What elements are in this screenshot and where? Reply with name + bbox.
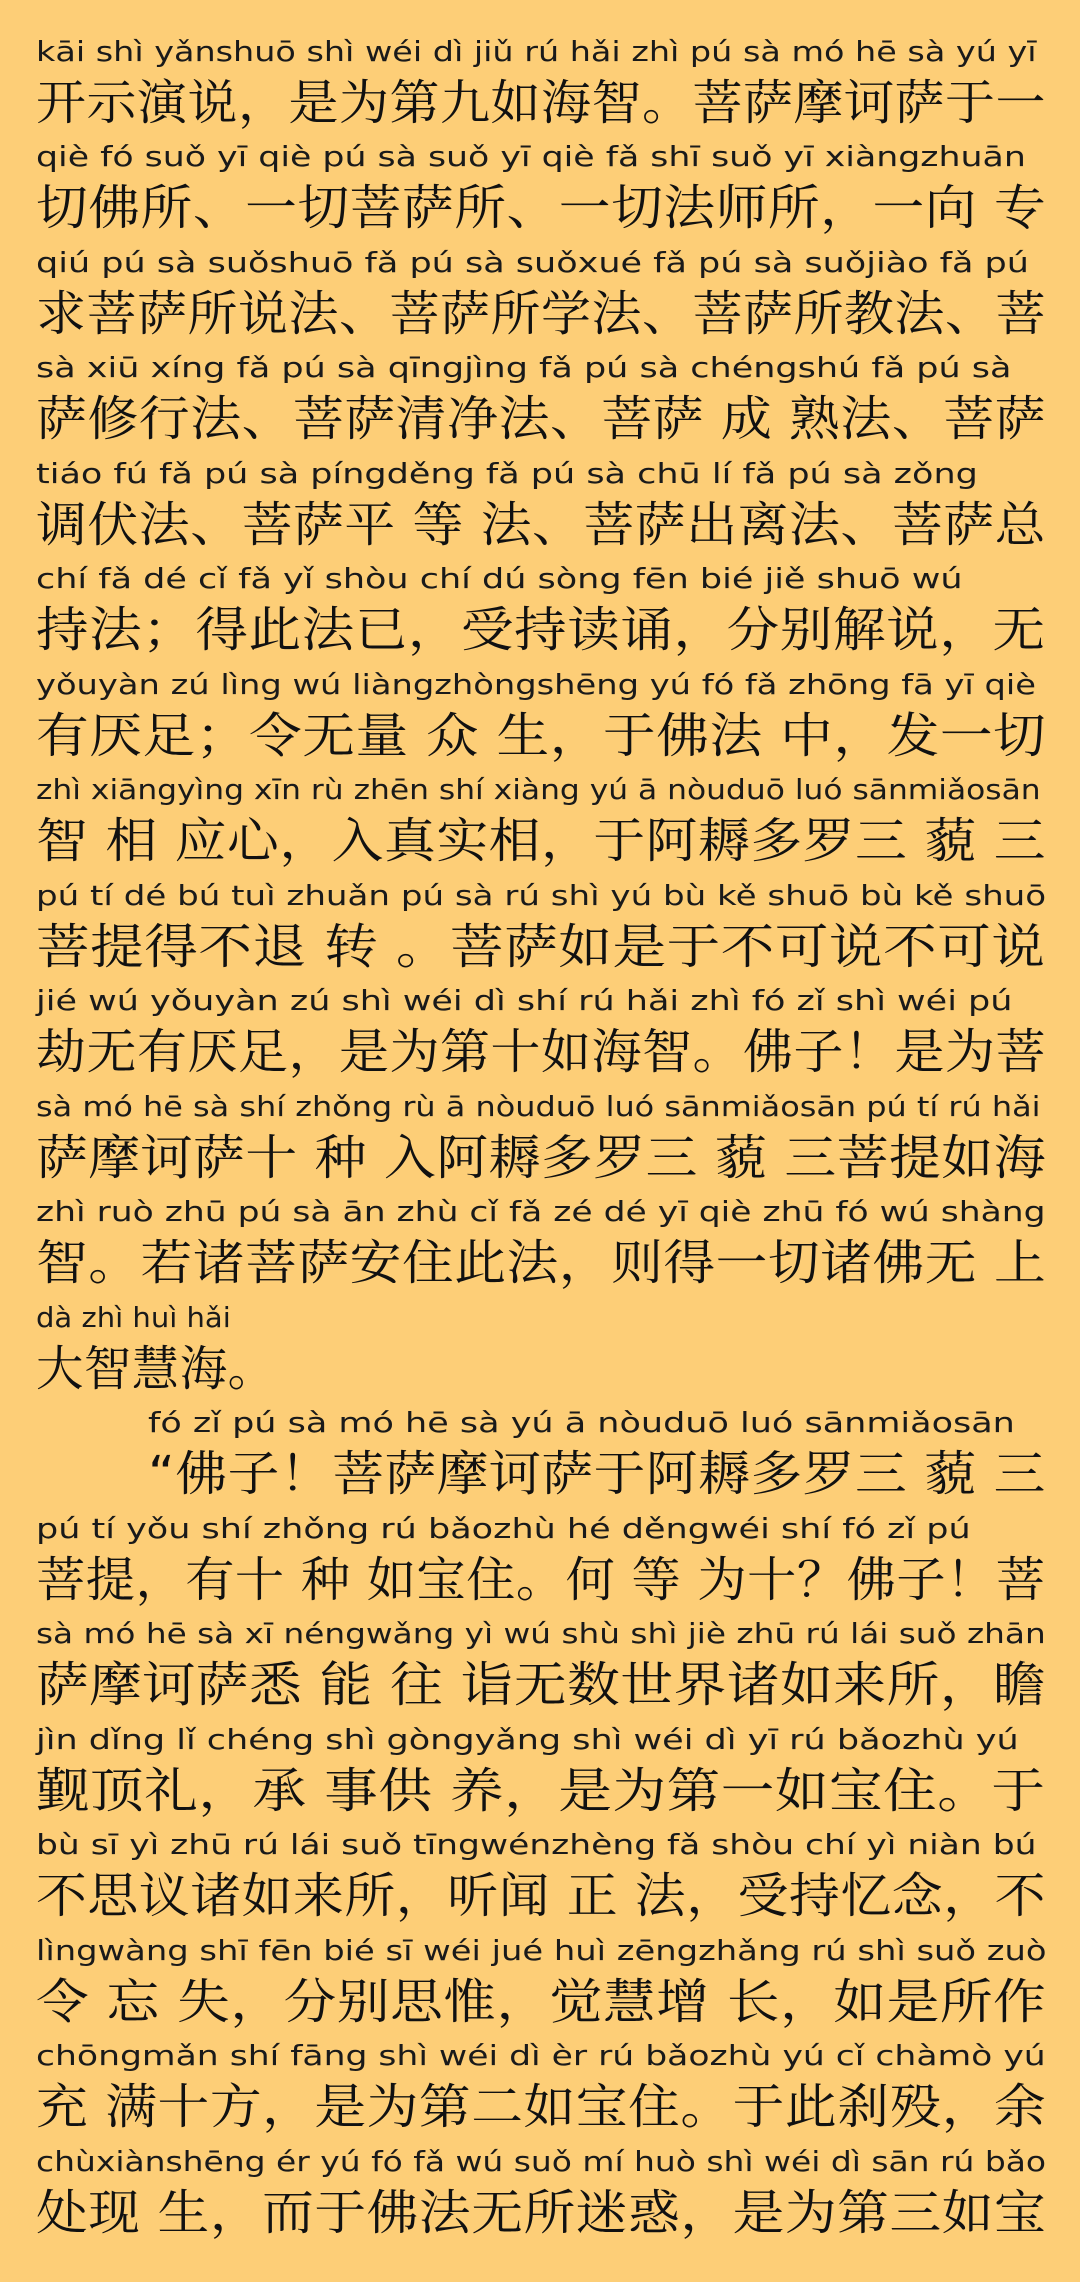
pinyin-annotation: bù sī yì zhū rú lái suǒ tīngwénzhèng fǎ shòu chí yì niàn bú bbox=[36, 1828, 1037, 1861]
pinyin-annotation: yǒuyàn zú lìng wú liàngzhòngshēng yú fó fǎ zhōng fā yī qiè bbox=[36, 668, 1036, 701]
pinyin-annotation: pú tí yǒu shí zhǒng rú bǎozhù hé děngwéi shí fó zǐ pú bbox=[36, 1512, 971, 1545]
chinese-text: 智。若诸菩萨安住此法，则得一切诸佛无 上 bbox=[36, 1235, 1047, 1291]
pinyin-annotation: zhì xiāngyìng xīn rù zhēn shí xiàng yú ā nòuduō luó sānmiǎosān bbox=[36, 773, 1041, 806]
chinese-text: 菩提得不退 转 。菩萨如是于不可说不可说 bbox=[36, 919, 1046, 975]
chinese-text: 萨修行法、菩萨清净法、菩萨 成 熟法、菩萨 bbox=[36, 391, 1047, 447]
text-line bbox=[36, 1827, 1046, 1932]
pinyin-annotation: dà zhì huì hǎi bbox=[36, 1301, 231, 1334]
pinyin-annotation: sà mó hē sà xī néngwǎng yì wú shù shì jiè zhū rú lái suǒ zhān bbox=[36, 1617, 1046, 1650]
text-line bbox=[36, 245, 1046, 350]
text-line bbox=[36, 456, 1046, 561]
chinese-text: 充 满十方，是为第二如宝住。于此刹殁，余 bbox=[36, 2079, 1047, 2135]
chinese-text: 切佛所、一切菩萨所、一切法师所，一向 专 bbox=[36, 180, 1047, 236]
chinese-text: 处现 生，而于佛法无所迷惑，是为第三如宝 bbox=[36, 2185, 1047, 2241]
chinese-text: 调伏法、菩萨平 等 法、菩萨出离法、菩萨总 bbox=[36, 497, 1047, 553]
text-line bbox=[148, 1405, 1046, 1510]
pinyin-annotation: jìn dǐng lǐ chéng shì gòngyǎng shì wéi dì yī rú bǎozhù yú bbox=[36, 1723, 1019, 1756]
pinyin-annotation: sà xiū xíng fǎ pú sà qīngjìng fǎ pú sà chéngshú fǎ pú sà bbox=[36, 351, 1012, 384]
chinese-text: 萨摩诃萨十 种 入阿耨多罗三 藐 三菩提如海 bbox=[36, 1130, 1047, 1186]
text-line bbox=[36, 983, 1046, 1088]
chinese-text: “佛子！菩萨摩诃萨于阿耨多罗三 藐 三 bbox=[148, 1446, 1046, 1502]
text-line bbox=[36, 2144, 1046, 2249]
pinyin-annotation: qiè fó suǒ yī qiè pú sà suǒ yī qiè fǎ shī suǒ yī xiàngzhuān bbox=[36, 140, 1026, 173]
chinese-text: 大智慧海。 bbox=[36, 1341, 276, 1397]
pinyin-annotation: zhì ruò zhū pú sà ān zhù cǐ fǎ zé dé yī qiè zhū fó wú shàng bbox=[36, 1195, 1046, 1228]
chinese-text: 不思议诸如来所，听闻 正 法，受持忆念，不 bbox=[36, 1868, 1047, 1924]
chinese-text: 萨摩诃萨悉 能 往 诣无数世界诸如来所，瞻 bbox=[36, 1657, 1047, 1713]
chinese-text: 觐顶礼，承 事供 养，是为第一如宝住。于 bbox=[36, 1763, 1046, 1819]
text-line bbox=[36, 878, 1046, 983]
text-line bbox=[36, 772, 1046, 877]
text-line bbox=[36, 139, 1046, 244]
text-line bbox=[36, 1511, 1046, 1616]
chinese-text: 有厌足；令无量 众 生，于佛法 中，发一切 bbox=[36, 708, 1047, 764]
pinyin-annotation: tiáo fú fǎ pú sà píngděng fǎ pú sà chū lí fǎ pú sà zǒng bbox=[36, 457, 978, 490]
chinese-text: 菩提，有十 种 如宝住。何 等 为十？佛子！菩 bbox=[36, 1552, 1046, 1608]
pinyin-annotation: pú tí dé bú tuì zhuǎn pú sà rú shì yú bù kě shuō bù kě shuō bbox=[36, 879, 1047, 912]
pinyin-annotation: sà mó hē sà shí zhǒng rù ā nòuduō luó sānmiǎosān pú tí rú hǎi bbox=[36, 1090, 1041, 1123]
chinese-text: 劫无有厌足，是为第十如海智。佛子！是为菩 bbox=[36, 1024, 1047, 1080]
text-line bbox=[36, 34, 1046, 139]
pinyin-annotation: chí fǎ dé cǐ fǎ yǐ shòu chí dú sòng fēn bié jiě shuō wú bbox=[36, 562, 963, 595]
pinyin-annotation: kāi shì yǎnshuō shì wéi dì jiǔ rú hǎi zhì pú sà mó hē sà yú yī bbox=[36, 35, 1037, 68]
chinese-text: 智 相 应心，入真实相，于阿耨多罗三 藐 三 bbox=[36, 813, 1047, 869]
chinese-text: 开示演说，是为第九如海智。菩萨摩诃萨于一 bbox=[36, 75, 1047, 131]
pinyin-annotation: lìngwàng shī fēn bié sī wéi jué huì zēngzhǎng rú shì suǒ zuò bbox=[36, 1934, 1047, 1967]
text-line bbox=[36, 350, 1046, 455]
text-line bbox=[36, 1722, 1046, 1827]
text-line bbox=[36, 1300, 1046, 1405]
text-line bbox=[36, 2038, 1046, 2143]
chinese-text: 持法；得此法已，受持读诵，分别解说，无 bbox=[36, 602, 1046, 658]
chinese-text: 求菩萨所说法、菩萨所学法、菩萨所教法、菩 bbox=[36, 286, 1047, 342]
text-line bbox=[36, 561, 1046, 666]
text-line bbox=[36, 667, 1046, 772]
pinyin-annotation: fó zǐ pú sà mó hē sà yú ā nòuduō luó sānmiǎosān bbox=[148, 1406, 1015, 1439]
text-line bbox=[36, 1194, 1046, 1299]
pinyin-annotation: jié wú yǒuyàn zú shì wéi dì shí rú hǎi zhì fó zǐ shì wéi pú bbox=[36, 984, 1013, 1017]
chinese-text: 令 忘 失，分别思惟，觉慧增 长，如是所作 bbox=[36, 1974, 1047, 2030]
pinyin-annotation: chùxiànshēng ér yú fó fǎ wú suǒ mí huò shì wéi dì sān rú bǎo bbox=[36, 2145, 1047, 2178]
pinyin-annotation: qiú pú sà suǒshuō fǎ pú sà suǒxué fǎ pú sà suǒjiào fǎ pú bbox=[36, 246, 1029, 279]
pinyin-annotation: chōngmǎn shí fāng shì wéi dì èr rú bǎozhù yú cǐ chàmò yú bbox=[36, 2039, 1046, 2072]
text-line bbox=[36, 1933, 1046, 2038]
text-line bbox=[36, 1089, 1046, 1194]
text-line bbox=[36, 1616, 1046, 1721]
